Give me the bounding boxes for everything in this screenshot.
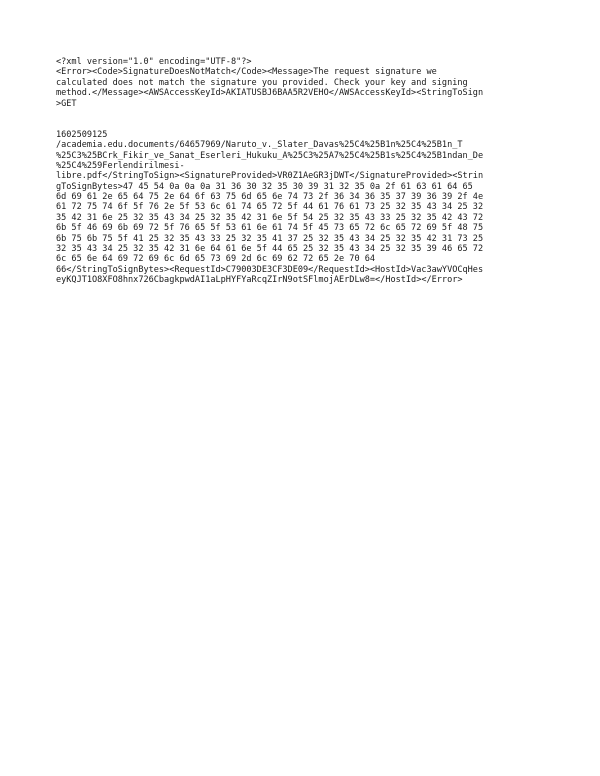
text-line: <Error><Code>SignatureDoesNotMatch</Code><Message>The request signature we bbox=[56, 67, 437, 78]
text-line: calculated does not match the signature you provided. Check your key and signing bbox=[56, 77, 468, 88]
text-line: 6b 5f 46 69 6b 69 72 5f 76 65 5f 53 61 6e 61 74 5f 45 73 65 72 6c 65 72 69 5f 48 75 bbox=[56, 223, 484, 234]
text-line: libre.pdf</StringToSign><SignatureProvided>VR0Z1AeGR3jDWT</SignatureProvided><Strin bbox=[56, 171, 484, 182]
text-line: >GET bbox=[56, 98, 77, 109]
text-line: <?xml version="1.0" encoding="UTF-8"?> bbox=[56, 57, 252, 67]
text-line: eyKQJT1O8XFO8hnx726CbagkpwdAI1aLpHYFYaRcqZIrN9otSFlmojAErDLw8=</HostId></Error> bbox=[56, 275, 463, 286]
text-line: method.</Message><AWSAccessKeyId>AKIATUSBJ6BAA5R2VEHO</AWSAccessKeyId><StringToSign bbox=[56, 88, 484, 99]
text-line: 6c 65 6e 64 69 72 69 6c 6d 65 73 69 2d 6c 69 62 72 65 2e 70 64 bbox=[56, 254, 376, 265]
blank-line bbox=[56, 119, 550, 129]
text-line: gToSignBytes>47 45 54 0a 0a 0a 31 36 30 32 35 30 39 31 32 35 0a 2f 61 63 61 64 65 bbox=[56, 181, 473, 192]
text-line: /academia.edu.documents/64657969/Naruto_v._Slater_Davas%25C4%25B1n%25C4%25B1n_T bbox=[56, 140, 463, 151]
blank-line bbox=[56, 109, 550, 119]
text-line: 6d 69 61 2e 65 64 75 2e 64 6f 63 75 6d 65 6e 74 73 2f 36 34 36 35 37 39 36 39 2f 4e bbox=[56, 192, 484, 203]
text-line: 35 42 31 6e 25 32 35 43 34 25 32 35 42 31 6e 5f 54 25 32 35 43 33 25 32 35 42 43 72 bbox=[56, 212, 484, 223]
text-line: 61 72 75 74 6f 5f 76 2e 5f 53 6c 61 74 65 72 5f 44 61 76 61 73 25 32 35 43 34 25 32 bbox=[56, 202, 484, 213]
text-line: %25C4%259Ferlendirilmesi- bbox=[56, 160, 185, 171]
text-line: 1602509125 bbox=[56, 129, 108, 140]
xml-error-response bbox=[56, 57, 550, 286]
text-line: %25C3%25BCrk_Fikir_ve_Sanat_Eserleri_Hukuku_A%25C3%25A7%25C4%25B1s%25C4%25B1ndan_De bbox=[56, 150, 484, 161]
text-line: 32 35 43 34 25 32 35 42 31 6e 64 61 6e 5f 44 65 25 32 35 43 34 25 32 35 39 46 65 72 bbox=[56, 244, 484, 255]
text-line: 6b 75 6b 75 5f 41 25 32 35 43 33 25 32 35 41 37 25 32 35 43 34 25 32 35 42 31 73 25 bbox=[56, 233, 484, 244]
text-line: 66</StringToSignBytes><RequestId>C79003DE3CF3DE09</RequestId><HostId>Vac3awYVOCqHes bbox=[56, 264, 484, 275]
